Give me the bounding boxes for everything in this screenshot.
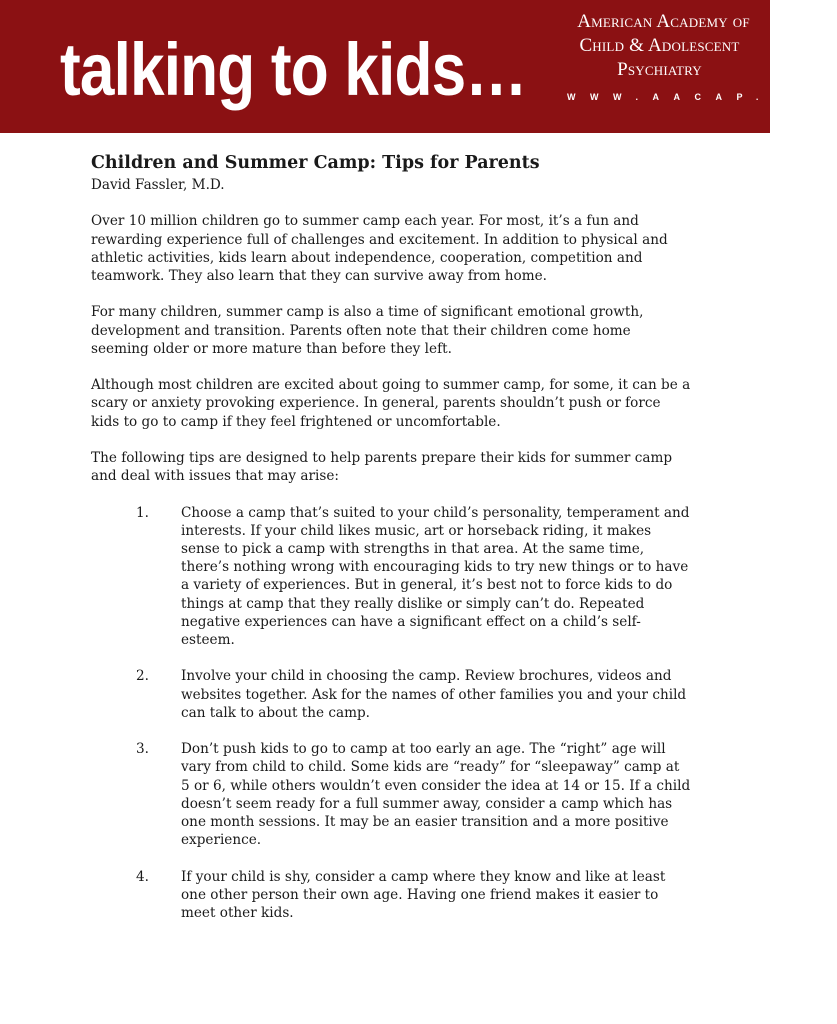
tip-text: If your child is shy, consider a camp where they know and like at least one other person their own age. Having one friend makes it easier to meet other kids.	[181, 868, 666, 921]
document-body	[91, 150, 691, 940]
tip-item	[91, 740, 691, 849]
tip-item	[91, 667, 691, 722]
document-author: David Fassler, M.D.	[91, 177, 225, 193]
tip-text: Don’t push kids to go to camp at too early an age. The “right” age will vary from child to child. Some kids are “ready” for “sleepaway” camp at 5 or 6, while others wouldn’t even consider the idea at 14 or 15. If a child doesn’t seem ready for a full summer away, consider a camp which has one month sessions. It may be an easier transition and a more positive experience.	[181, 741, 691, 849]
tip-text: Involve your child in choosing the camp. Review brochures, videos and websites together. Ask for the names of other families you and your child can talk to about the camp.	[181, 668, 687, 721]
logo-line-3: Psychiatry	[617, 59, 702, 80]
tip-item	[91, 504, 691, 650]
paragraph: For many children, summer camp is also a time of significant emotional growth, development and transition. Parents often note that their children come home seeming older or more mature than before they left.	[91, 304, 644, 357]
paragraph: The following tips are designed to help parents prepare their kids for summer camp and deal with issues that may arise:	[91, 449, 673, 485]
tips-list	[91, 504, 691, 923]
logo-line-2: Child & Adolescent	[579, 35, 740, 56]
tip-number: 4.	[136, 868, 149, 885]
tip-number: 1.	[136, 504, 149, 521]
header-banner	[0, 0, 837, 133]
document-title: Children and Summer Camp: Tips for Parents	[91, 153, 540, 173]
header-title: talking to kids…	[60, 28, 527, 111]
tip-number: 2.	[136, 668, 149, 685]
logo-line-1: American Academy of	[577, 11, 750, 32]
tip-item	[91, 868, 691, 923]
logo-url[interactable]: WWW.AACAP.ORG	[567, 92, 837, 102]
aacap-logo[interactable]	[557, 10, 837, 102]
tip-text: Choose a camp that’s suited to your child’s personality, temperament and interests. If your child likes music, art or horseback riding, it makes sense to pick a camp with strengths in that area. At the same time, there’s nothing wrong with encouraging kids to try new things or to have a variety of experiences. But in general, it’s best not to force kids to do things at camp that they really dislike or simply can’t do. Repeated negative experiences can have a significant effect on a child’s self-esteem.	[181, 504, 690, 648]
paragraph: Although most children are excited about going to summer camp, for some, it can be a scary or anxiety provoking experience. In general, parents shouldn’t push or force kids to go to camp if they feel frightened or uncomfortable.	[91, 377, 691, 430]
tip-number: 3.	[136, 741, 149, 758]
paragraph: Over 10 million children go to summer camp each year. For most, it’s a fun and rewarding experience full of challenges and excitement. In addition to physical and athletic activities, kids learn about independence, cooperation, competition and teamwork. They also learn that they can survive away from home.	[91, 213, 668, 284]
